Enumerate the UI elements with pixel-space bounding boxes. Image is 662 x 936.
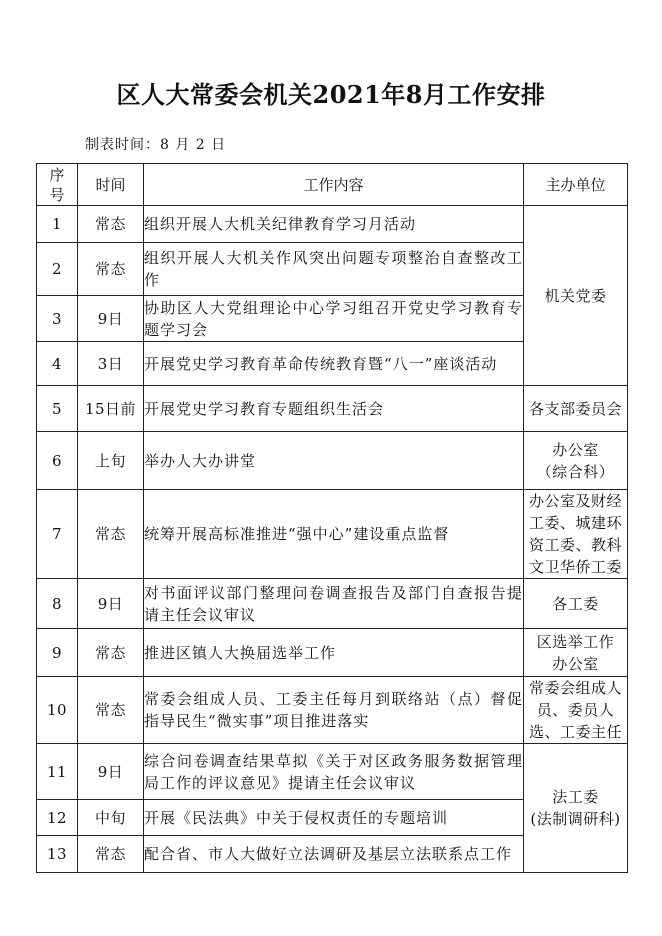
table-row — [37, 432, 628, 490]
row-12-time: 中旬 — [78, 800, 144, 836]
row-3-no: 3 — [37, 296, 78, 342]
row-4-no: 4 — [37, 342, 78, 386]
table-row — [37, 386, 628, 432]
header-no: 序号 — [37, 164, 78, 206]
row-7-content: 统筹开展高标准推进“强中心”建设重点监督 — [144, 490, 524, 579]
row-9-unit: 区选举工作 办公室 — [524, 629, 628, 677]
row-8-unit: 各工委 — [524, 579, 628, 629]
row-5-no: 5 — [37, 386, 78, 432]
table-row — [37, 744, 628, 800]
row-11-time: 9日 — [78, 744, 144, 800]
table-row — [37, 629, 628, 677]
row-11-no: 11 — [37, 744, 78, 800]
row-13-no: 13 — [37, 836, 78, 873]
header-content: 工作内容 — [144, 164, 524, 206]
row-1-no: 1 — [37, 206, 78, 243]
row-11-13-unit: 法工委 (法制调研科) — [524, 744, 628, 873]
row-11-content: 综合问卷调查结果草拟《关于对区政务服务数据管理局工作的评议意见》提请主任会议审议 — [144, 744, 524, 800]
row-6-time: 上旬 — [78, 432, 144, 490]
table-row — [37, 206, 628, 243]
table-row — [37, 579, 628, 629]
row-4-content: 开展党史学习教育革命传统教育暨“八一”座谈活动 — [144, 342, 524, 386]
row-5-unit: 各支部委员会 — [524, 386, 628, 432]
header-time: 时间 — [78, 164, 144, 206]
row-8-no: 8 — [37, 579, 78, 629]
page-title: 区人大常委会机关2021年8月工作安排 — [116, 80, 546, 109]
row-5-time: 15日前 — [78, 386, 144, 432]
row-10-no: 10 — [37, 677, 78, 744]
row-9-content: 推进区镇人大换届选举工作 — [144, 629, 524, 677]
table-header-row — [37, 164, 628, 206]
row-3-content: 协助区人大党组理论中心学习组召开党史学习教育专题学习会 — [144, 296, 524, 342]
row-6-content: 举办人大办讲堂 — [144, 432, 524, 490]
row-13-content: 配合省、市人大做好立法调研及基层立法联系点工作 — [144, 836, 524, 873]
header-unit: 主办单位 — [524, 164, 628, 206]
row-10-time: 常态 — [78, 677, 144, 744]
row-2-no: 2 — [37, 243, 78, 296]
date-label: 制表时间：8 月 2 日 — [85, 137, 227, 153]
row-9-no: 9 — [37, 629, 78, 677]
row-1-time: 常态 — [78, 206, 144, 243]
row-2-content: 组织开展人大机关作风突出问题专项整治自查整改工作 — [144, 243, 524, 296]
row-13-time: 常态 — [78, 836, 144, 873]
row-2-time: 常态 — [78, 243, 144, 296]
row-10-unit: 常委会组成人员、委员人选、工委主任 — [524, 677, 628, 744]
row-12-content: 开展《民法典》中关于侵权责任的专题培训 — [144, 800, 524, 836]
row-8-content: 对书面评议部门整理问卷调查报告及部门自查报告提请主任会议审议 — [144, 579, 524, 629]
row-6-no: 6 — [37, 432, 78, 490]
row-1-content: 组织开展人大机关纪律教育学习月活动 — [144, 206, 524, 243]
row-4-time: 3日 — [78, 342, 144, 386]
table-row — [37, 490, 628, 579]
row-12-no: 12 — [37, 800, 78, 836]
row-3-time: 9日 — [78, 296, 144, 342]
row-5-content: 开展党史学习教育专题组织生活会 — [144, 386, 524, 432]
row-7-unit: 办公室及财经工委、城建环资工委、教科文卫华侨工委 — [524, 490, 628, 579]
row-6-unit: 办公室 （综合科） — [524, 432, 628, 490]
row-1-4-unit: 机关党委 — [524, 206, 628, 386]
row-7-no: 7 — [37, 490, 78, 579]
row-10-content: 常委会组成人员、工委主任每月到联络站（点）督促指导民生“微实事”项目推进落实 — [144, 677, 524, 744]
row-8-time: 9日 — [78, 579, 144, 629]
row-7-time: 常态 — [78, 490, 144, 579]
table-row — [37, 677, 628, 744]
row-9-time: 常态 — [78, 629, 144, 677]
schedule-table — [36, 163, 628, 873]
